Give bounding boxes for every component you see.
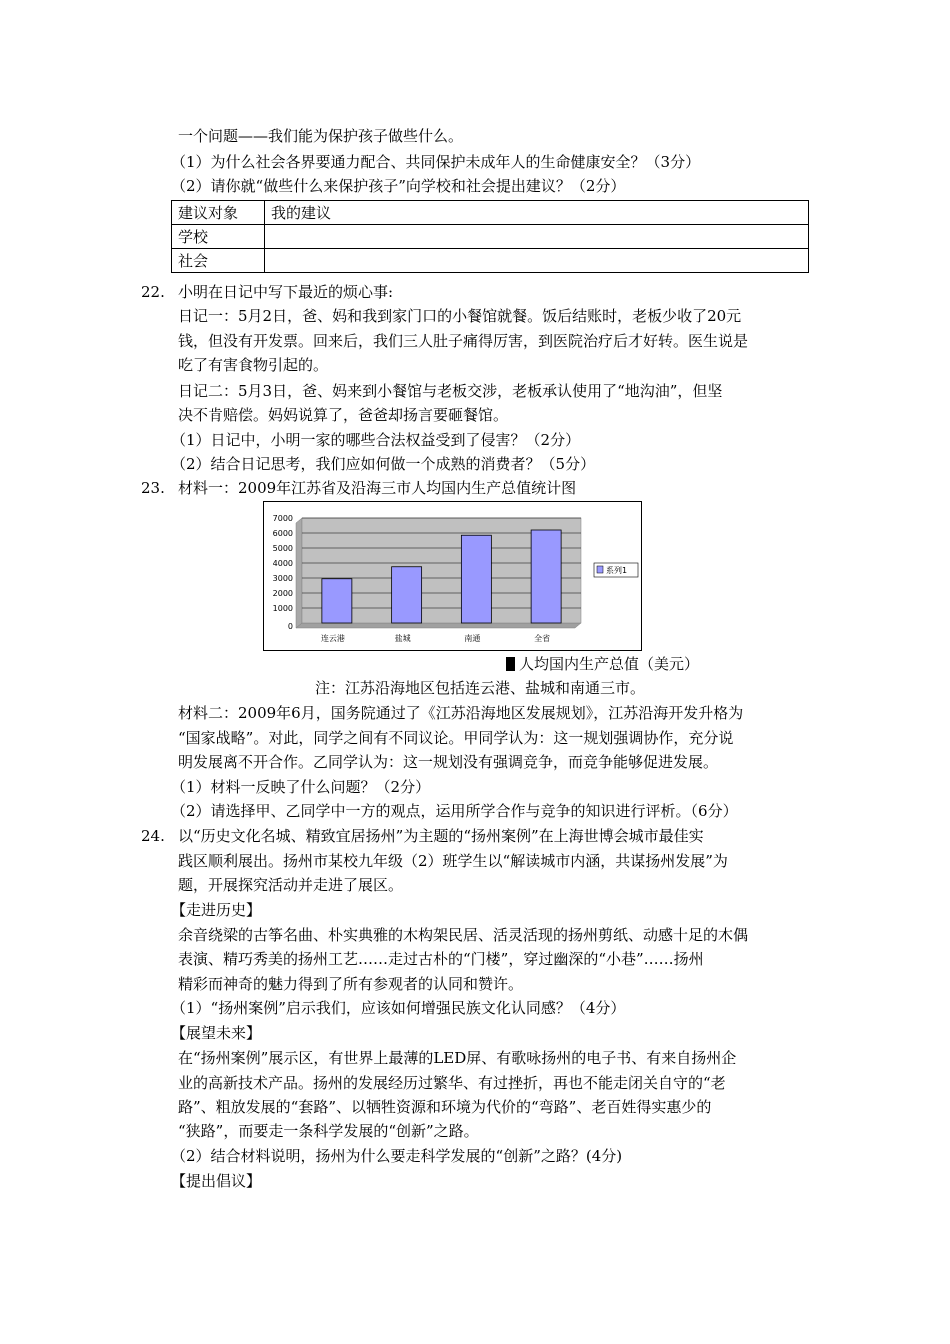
- legend-caption-text: 人均国内生产总值（美元）: [519, 655, 700, 673]
- chart-bar: [322, 579, 352, 623]
- q24-sub1: （1）“扬州案例”启示我们，应该如何增强民族文化认同感？（4分）: [171, 999, 626, 1017]
- q22-line: 日记二：5月3日，爸、妈来到小餐馆与老板交涉，老板承认使用了“地沟油”，但坚: [178, 382, 723, 400]
- table-cell-school: 学校: [172, 225, 265, 249]
- q21-sub1: （1）为什么社会各界要通力配合、共同保护未成年人的生命健康安全？（3分）: [171, 153, 701, 171]
- legend-square-icon: [506, 657, 515, 671]
- q24-line: 题，开展探究活动并走进了展区。: [178, 876, 404, 894]
- q23-material2: 明发展离不开合作。乙同学认为：这一规划没有强调竞争，而竞争能够促进发展。: [178, 753, 719, 771]
- table-cell-school-answer[interactable]: [265, 225, 809, 249]
- chart-x-tick-label: 盐城: [394, 634, 411, 643]
- chart-bar: [392, 567, 422, 623]
- table-cell-society-answer[interactable]: [265, 249, 809, 273]
- q23-sub1: （1）材料一反映了什么问题？（2分）: [171, 778, 431, 796]
- chart-legend-label: 系列1: [606, 566, 628, 575]
- q24-paragraph: 余音绕梁的古筝名曲、朴实典雅的木构架民居、活灵活现的扬州剪纸、动感十足的木偶: [178, 926, 749, 944]
- chart-y-tick-label: 5000: [272, 544, 293, 553]
- chart-x-tick-label: 南通: [464, 634, 481, 643]
- q22-line: 决不肯赔偿。妈妈说算了，爸爸却扬言要砸餐馆。: [178, 406, 509, 424]
- chart-bar: [531, 530, 561, 623]
- table-row: [172, 201, 809, 225]
- chart-legend-swatch: [597, 566, 603, 573]
- q24-line: 以“历史文化名城、精致宜居扬州”为主题的“扬州案例”在上海世博会城市最佳实: [178, 827, 704, 845]
- chart-x-tick-label: 连云港: [320, 634, 345, 643]
- q22-line: 吃了有害食物引起的。: [178, 356, 329, 374]
- q23-material2: 材料二：2009年6月，国务院通过了《江苏沿海地区发展规划》，江苏沿海开发升格为: [178, 704, 744, 722]
- q22-sub1: （1）日记中，小明一家的哪些合法权益受到了侵害？（2分）: [171, 431, 581, 449]
- q23-material2: “国家战略”。对此，同学之间有不同议论。甲同学认为：这一规划强调协作，充分说: [178, 729, 734, 747]
- table-row: [172, 249, 809, 273]
- q22-sub2: （2）结合日记思考，我们应如何做一个成熟的消费者？（5分）: [171, 455, 596, 473]
- q24-sub2: （2）结合材料说明，扬州为什么要走科学发展的“创新”之路？(4分): [171, 1147, 623, 1165]
- table-cell-society: 社会: [172, 249, 265, 273]
- q23-sub2: （2）请选择甲、乙同学中一方的观点，运用所学合作与竞争的知识进行评析。（6分）: [171, 802, 738, 820]
- table-row: [172, 225, 809, 249]
- section-heading-proposal: 【提出倡议】: [171, 1172, 262, 1190]
- q22-lead: 小明在日记中写下最近的烦心事:: [178, 283, 394, 301]
- q24-paragraph: 业的高新技术产品。扬州的发展经历过繁华、有过挫折，再也不能走闭关自守的“老: [178, 1074, 726, 1092]
- q24-paragraph: 表演、精巧秀美的扬州工艺……走过古朴的“门楼”，穿过幽深的“小巷”……扬州: [178, 950, 704, 968]
- chart-y-tick-label: 1000: [272, 604, 293, 613]
- table-header-suggestion: 我的建议: [265, 201, 809, 225]
- chart-legend-caption: [506, 654, 699, 674]
- chart-y-tick-label: 7000: [272, 514, 293, 523]
- chart-y-tick-label: 0: [287, 622, 293, 631]
- q24-paragraph: 路”、粗放发展的“套路”、以牺牲资源和环境为代价的“弯路”、老百姓得实惠少的: [178, 1098, 712, 1116]
- q23-lead: 材料一：2009年江苏省及沿海三市人均国内生产总值统计图: [178, 479, 577, 497]
- q23-note: 注：江苏沿海地区包括连云港、盐城和南通三市。: [315, 679, 646, 697]
- chart-y-tick-label: 3000: [272, 574, 293, 583]
- chart-bar: [461, 535, 491, 623]
- chart-y-tick-label: 2000: [272, 589, 293, 598]
- q24-paragraph: 精彩而神奇的魅力得到了所有参观者的认同和赞许。: [178, 975, 524, 993]
- q24-paragraph: “狭路”，而要走一条科学发展的“创新”之路。: [178, 1122, 479, 1140]
- q21-intro: 一个问题——我们能为保护孩子做些什么。: [178, 127, 464, 145]
- q24-number: 24.: [141, 827, 165, 845]
- section-heading-future: 【展望未来】: [171, 1024, 262, 1042]
- chart-y-tick-label: 4000: [272, 559, 293, 568]
- chart-x-tick-label: 全省: [534, 634, 551, 643]
- q23-number: 23.: [141, 479, 165, 497]
- q22-line: 日记一：5月2日，爸、妈和我到家门口的小餐馆就餐。饭后结账时，老板少收了20元: [178, 307, 742, 325]
- chart-y-tick-label: 6000: [272, 529, 293, 538]
- section-heading-history: 【走进历史】: [171, 901, 262, 919]
- q24-paragraph: 在“扬州案例”展示区，有世界上最薄的LED屏、有歌咏扬州的电子书、有来自扬州企: [178, 1049, 737, 1067]
- chart-svg: [263, 501, 642, 651]
- suggestion-table: [171, 200, 809, 273]
- table-header-target: 建议对象: [172, 201, 265, 225]
- q22-number: 22.: [141, 283, 165, 301]
- q22-line: 钱，但没有开发票。回来后，我们三人肚子痛得厉害，到医院治疗后才好转。医生说是: [178, 332, 749, 350]
- q24-line: 践区顺利展出。扬州市某校九年级（2）班学生以“解读城市内涵，共谋扬州发展”为: [178, 852, 728, 870]
- chart-side-wall: [296, 518, 302, 628]
- q21-sub2: （2）请你就“做些什么来保护孩子”向学校和社会提出建议？（2分）: [171, 177, 626, 195]
- chart-floor: [296, 623, 581, 628]
- gdp-bar-chart: [263, 501, 642, 651]
